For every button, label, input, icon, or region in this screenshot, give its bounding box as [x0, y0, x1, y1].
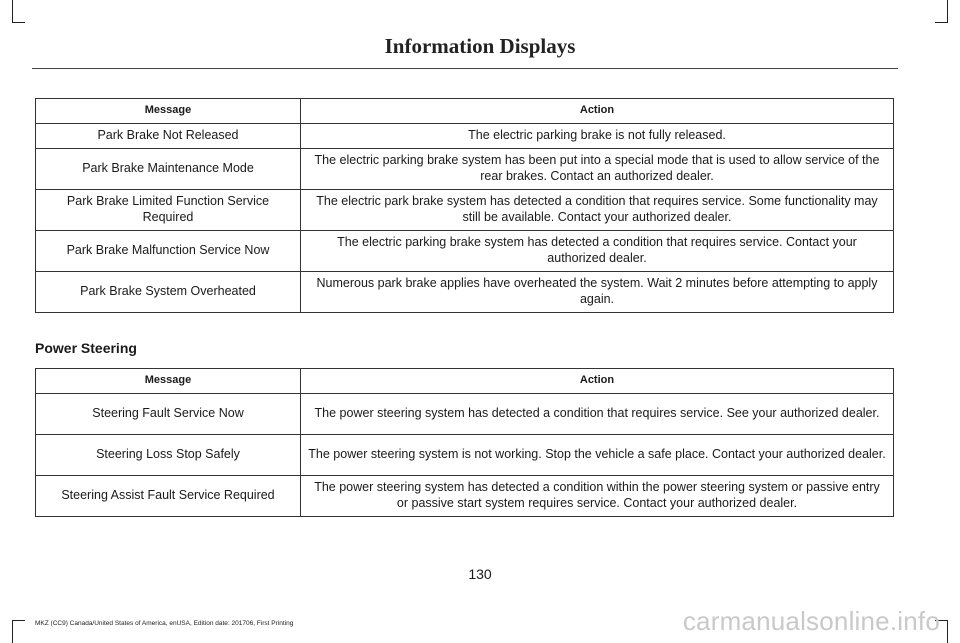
action-cell: The power steering system has detected a condition within the power steering system or passive entry or passive start system requires service. Contact your authorized dealer. — [301, 476, 894, 517]
message-cell: Park Brake Maintenance Mode — [36, 149, 301, 190]
power-steering-messages-table — [35, 368, 894, 517]
page-number: 130 — [468, 566, 492, 582]
table-row — [36, 149, 894, 190]
table-row — [36, 394, 894, 435]
edition-footer: MKZ (CC9) Canada/United States of America, enUSA, Edition date: 201706, First Printing — [35, 620, 294, 627]
action-cell: The electric parking brake is not fully released. — [301, 124, 894, 149]
message-cell: Park Brake Limited Function Service Required — [36, 190, 301, 231]
table-row — [36, 272, 894, 313]
page-title: Information Displays — [384, 34, 576, 58]
action-cell: The electric park brake system has detected a condition that requires service. Some functionality may still be available. Contact your authorized dealer. — [301, 190, 894, 231]
action-cell: The power steering system has detected a condition that requires service. See your authorized dealer. — [301, 394, 894, 435]
table-row — [36, 190, 894, 231]
crop-mark-bottom-left — [12, 620, 25, 643]
message-cell: Steering Fault Service Now — [36, 394, 301, 435]
watermark: carmanualsonline.info — [682, 606, 940, 636]
message-column-header: Message — [36, 369, 301, 394]
park-brake-messages-table — [35, 98, 894, 313]
message-cell: Park Brake Not Released — [36, 124, 301, 149]
power-steering-heading: Power Steering — [35, 340, 137, 356]
action-cell: The power steering system is not working. Stop the vehicle a safe place. Contact your authorized dealer. — [301, 435, 894, 476]
table-row — [36, 231, 894, 272]
message-cell: Park Brake Malfunction Service Now — [36, 231, 301, 272]
message-cell: Steering Assist Fault Service Required — [36, 476, 301, 517]
crop-mark-top-right — [935, 0, 948, 23]
action-column-header: Action — [301, 99, 894, 124]
crop-mark-top-left — [12, 0, 25, 23]
action-cell: The electric parking brake system has been put into a special mode that is used to allow service of the rear brakes. Contact an authorized dealer. — [301, 149, 894, 190]
action-cell: Numerous park brake applies have overheated the system. Wait 2 minutes before attempting to apply again. — [301, 272, 894, 313]
message-column-header: Message — [36, 99, 301, 124]
table-row — [36, 476, 894, 517]
table-row — [36, 435, 894, 476]
table-header-row — [36, 99, 894, 124]
action-cell: The electric parking brake system has detected a condition that requires service. Contact your authorized dealer. — [301, 231, 894, 272]
table-header-row — [36, 369, 894, 394]
title-divider — [32, 68, 898, 69]
message-cell: Park Brake System Overheated — [36, 272, 301, 313]
action-column-header: Action — [301, 369, 894, 394]
table-row — [36, 124, 894, 149]
message-cell: Steering Loss Stop Safely — [36, 435, 301, 476]
